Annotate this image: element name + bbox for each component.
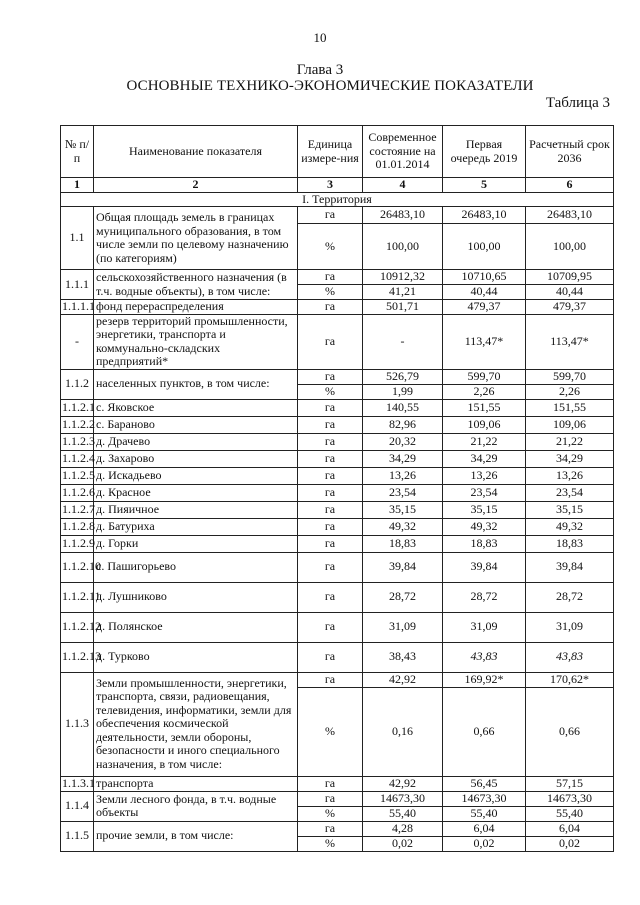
indicator-name: д. Полянское bbox=[94, 612, 298, 642]
value-2036: 109,06 bbox=[526, 416, 614, 433]
value-2014: 42,92 bbox=[363, 776, 443, 791]
unit: % bbox=[298, 384, 363, 399]
unit: га bbox=[298, 501, 363, 518]
value-2014: 100,00 bbox=[363, 224, 443, 270]
unit: га bbox=[298, 776, 363, 791]
value-2036: 18,83 bbox=[526, 535, 614, 552]
value-2036: 57,15 bbox=[526, 776, 614, 791]
value-2014: 18,83 bbox=[363, 535, 443, 552]
value-2036: 34,29 bbox=[526, 450, 614, 467]
unit: га bbox=[298, 552, 363, 582]
table-row bbox=[61, 207, 614, 224]
table-row bbox=[61, 501, 614, 518]
value-2014: - bbox=[363, 314, 443, 369]
value-2036: 479,37 bbox=[526, 300, 614, 315]
page-number: 10 bbox=[313, 30, 327, 45]
value-2019: 169,92* bbox=[443, 672, 526, 687]
value-2036: 28,72 bbox=[526, 582, 614, 612]
header-unit: Единица измере-ния bbox=[298, 126, 363, 178]
table-row bbox=[61, 450, 614, 467]
value-2014: 526,79 bbox=[363, 369, 443, 384]
indicator-name: д. Захарово bbox=[94, 450, 298, 467]
column-number: 4 bbox=[363, 178, 443, 193]
header-number: № п/п bbox=[61, 126, 94, 178]
table-row bbox=[61, 433, 614, 450]
value-2019: 14673,30 bbox=[443, 791, 526, 806]
value-2036: 2,26 bbox=[526, 384, 614, 399]
indicator-name: прочие земли, в том числе: bbox=[94, 821, 298, 851]
unit: га bbox=[298, 207, 363, 224]
value-2019: 40,44 bbox=[443, 285, 526, 300]
row-number: - bbox=[61, 314, 94, 369]
value-2036: 23,54 bbox=[526, 484, 614, 501]
value-2036: 40,44 bbox=[526, 285, 614, 300]
row-number: 1.1.2.12 bbox=[61, 612, 94, 642]
column-number: 3 bbox=[298, 178, 363, 193]
value-2014: 49,32 bbox=[363, 518, 443, 535]
header-current: Современное состояние на 01.01.2014 bbox=[363, 126, 443, 178]
unit: га bbox=[298, 369, 363, 384]
unit: % bbox=[298, 224, 363, 270]
value-2036: 599,70 bbox=[526, 369, 614, 384]
indicator-name: транспорта bbox=[94, 776, 298, 791]
section-row bbox=[61, 192, 614, 207]
unit: % bbox=[298, 687, 363, 776]
unit: га bbox=[298, 433, 363, 450]
value-2019: 109,06 bbox=[443, 416, 526, 433]
value-2019: 13,26 bbox=[443, 467, 526, 484]
unit: га bbox=[298, 467, 363, 484]
value-2014: 26483,10 bbox=[363, 207, 443, 224]
indicator-name: д. Турково bbox=[94, 642, 298, 672]
indicators-table bbox=[60, 125, 614, 852]
value-2014: 55,40 bbox=[363, 806, 443, 821]
value-2014: 42,92 bbox=[363, 672, 443, 687]
value-2019: 26483,10 bbox=[443, 207, 526, 224]
row-number: 1.1.2.3 bbox=[61, 433, 94, 450]
value-2019: 18,83 bbox=[443, 535, 526, 552]
column-number: 2 bbox=[94, 178, 298, 193]
value-2019: 113,47* bbox=[443, 314, 526, 369]
row-number: 1.1.5 bbox=[61, 821, 94, 851]
row-number: 1.1.2.1 bbox=[61, 399, 94, 416]
unit: га bbox=[298, 612, 363, 642]
unit: га bbox=[298, 791, 363, 806]
value-2019: 31,09 bbox=[443, 612, 526, 642]
row-number: 1.1.2.13 bbox=[61, 642, 94, 672]
value-2036: 0,02 bbox=[526, 836, 614, 851]
row-number: 1.1.2.5 bbox=[61, 467, 94, 484]
indicator-name: фонд перераспределения bbox=[94, 300, 298, 315]
unit: га bbox=[298, 416, 363, 433]
table-row bbox=[61, 821, 614, 836]
column-number: 6 bbox=[526, 178, 614, 193]
value-2019: 39,84 bbox=[443, 552, 526, 582]
value-2014: 0,02 bbox=[363, 836, 443, 851]
value-2014: 34,29 bbox=[363, 450, 443, 467]
value-2036: 113,47* bbox=[526, 314, 614, 369]
table-label: Таблица 3 bbox=[545, 95, 610, 111]
value-2014: 35,15 bbox=[363, 501, 443, 518]
indicator-name: с. Бараново bbox=[94, 416, 298, 433]
row-number: 1.1.2.4 bbox=[61, 450, 94, 467]
indicator-name: с. Пашигорьево bbox=[94, 552, 298, 582]
row-number: 1.1.2.7 bbox=[61, 501, 94, 518]
indicator-name: д. Пияичное bbox=[94, 501, 298, 518]
section-title: I. Территория bbox=[61, 192, 614, 207]
table-row bbox=[61, 582, 614, 612]
column-number: 5 bbox=[443, 178, 526, 193]
indicator-name: д. Горки bbox=[94, 535, 298, 552]
table-row bbox=[61, 484, 614, 501]
value-2019: 43,83 bbox=[443, 642, 526, 672]
column-number: 1 bbox=[61, 178, 94, 193]
value-2036: 13,26 bbox=[526, 467, 614, 484]
indicator-name: населенных пунктов, в том числе: bbox=[94, 369, 298, 399]
unit: га bbox=[298, 642, 363, 672]
value-2019: 10710,65 bbox=[443, 270, 526, 285]
value-2014: 501,71 bbox=[363, 300, 443, 315]
table-row bbox=[61, 314, 614, 369]
unit: га bbox=[298, 484, 363, 501]
value-2036: 100,00 bbox=[526, 224, 614, 270]
value-2019: 35,15 bbox=[443, 501, 526, 518]
header-first-stage: Первая очередь 2019 bbox=[443, 126, 526, 178]
unit: га bbox=[298, 535, 363, 552]
value-2019: 23,54 bbox=[443, 484, 526, 501]
indicator-name: Общая площадь земель в границах муниципального образования, в том числе земли по целевому назначению (по категориям) bbox=[94, 207, 298, 270]
unit: га bbox=[298, 821, 363, 836]
value-2036: 49,32 bbox=[526, 518, 614, 535]
value-2019: 151,55 bbox=[443, 399, 526, 416]
row-number: 1.1.2.9 bbox=[61, 535, 94, 552]
indicator-name: д. Лушниково bbox=[94, 582, 298, 612]
row-number: 1.1.1.1 bbox=[62, 299, 95, 313]
value-2019: 479,37 bbox=[443, 300, 526, 315]
value-2036: 55,40 bbox=[526, 806, 614, 821]
value-2014: 23,54 bbox=[363, 484, 443, 501]
indicator-name: д. Батуриха bbox=[94, 518, 298, 535]
value-2014: 10912,32 bbox=[363, 270, 443, 285]
table-row bbox=[61, 776, 614, 791]
value-2014: 4,28 bbox=[363, 821, 443, 836]
row-number: 1.1.2 bbox=[61, 369, 94, 399]
row-number: 1.1.4 bbox=[61, 791, 94, 821]
unit: га bbox=[298, 450, 363, 467]
value-2014: 28,72 bbox=[363, 582, 443, 612]
unit: % bbox=[298, 836, 363, 851]
value-2019: 56,45 bbox=[443, 776, 526, 791]
unit: га bbox=[298, 399, 363, 416]
value-2036: 170,62* bbox=[526, 672, 614, 687]
value-2019: 34,29 bbox=[443, 450, 526, 467]
table-row bbox=[61, 672, 614, 687]
table-row bbox=[61, 612, 614, 642]
table-row bbox=[61, 535, 614, 552]
value-2036: 35,15 bbox=[526, 501, 614, 518]
unit: га bbox=[298, 672, 363, 687]
header-row bbox=[61, 126, 614, 178]
indicator-name: д. Искадьево bbox=[94, 467, 298, 484]
unit: га bbox=[298, 300, 363, 315]
row-number: 1.1.2.11 bbox=[61, 582, 94, 612]
column-number-row bbox=[61, 178, 614, 193]
value-2036: 0,66 bbox=[526, 687, 614, 776]
value-2019: 6,04 bbox=[443, 821, 526, 836]
indicator-name: резерв территорий промышленности, энергетики, транспорта и коммунально-складских предприятий* bbox=[94, 314, 298, 369]
value-2014: 82,96 bbox=[363, 416, 443, 433]
row-number: 1.1.2.8 bbox=[61, 518, 94, 535]
row-number: 1.1.2.6 bbox=[61, 484, 94, 501]
indicator-name: Земли лесного фонда, в т.ч. водные объекты bbox=[94, 791, 298, 821]
unit: га bbox=[298, 270, 363, 285]
table-row bbox=[61, 270, 614, 285]
value-2019: 2,26 bbox=[443, 384, 526, 399]
value-2014: 20,32 bbox=[363, 433, 443, 450]
value-2019: 55,40 bbox=[443, 806, 526, 821]
row-number: 1.1.2.10 bbox=[61, 552, 94, 582]
table-row bbox=[61, 791, 614, 806]
value-2036: 14673,30 bbox=[526, 791, 614, 806]
row-number: 1.1.3 bbox=[61, 672, 94, 776]
table-row bbox=[61, 300, 614, 315]
row-number: 1.1.3.1 bbox=[62, 775, 95, 790]
value-2019: 49,32 bbox=[443, 518, 526, 535]
value-2036: 31,09 bbox=[526, 612, 614, 642]
value-2019: 21,22 bbox=[443, 433, 526, 450]
unit: га bbox=[298, 314, 363, 369]
table-row bbox=[61, 552, 614, 582]
unit: % bbox=[298, 285, 363, 300]
value-2036: 39,84 bbox=[526, 552, 614, 582]
value-2019: 0,66 bbox=[443, 687, 526, 776]
value-2014: 13,26 bbox=[363, 467, 443, 484]
table-row bbox=[61, 467, 614, 484]
indicator-name: Земли промышленности, энергетики, транспорта, связи, радиовещания, телевидения, информатики, земли для обеспечения космической деятельности, земли обороны, безопасности и иного специального назначения, в том числе: bbox=[94, 672, 298, 776]
header-target: Расчетный срок 2036 bbox=[526, 126, 614, 178]
value-2036: 6,04 bbox=[526, 821, 614, 836]
value-2019: 0,02 bbox=[443, 836, 526, 851]
value-2014: 0,16 bbox=[363, 687, 443, 776]
indicator-name: сельскохозяйственного назначения (в т.ч. водные объекты), в том числе: bbox=[94, 270, 298, 300]
value-2036: 151,55 bbox=[526, 399, 614, 416]
value-2036: 10709,95 bbox=[526, 270, 614, 285]
value-2014: 41,21 bbox=[363, 285, 443, 300]
row-number: 1.1.1 bbox=[61, 270, 94, 300]
table-row bbox=[61, 399, 614, 416]
table-row bbox=[61, 369, 614, 384]
header-name: Наименование показателя bbox=[94, 126, 298, 178]
row-number: 1.1 bbox=[61, 207, 94, 270]
indicator-name: с. Яковское bbox=[94, 399, 298, 416]
value-2036: 43,83 bbox=[526, 642, 614, 672]
value-2014: 140,55 bbox=[363, 399, 443, 416]
indicator-name: д. Красное bbox=[94, 484, 298, 501]
unit: га bbox=[298, 518, 363, 535]
row-number: 1.1.2.2 bbox=[61, 416, 94, 433]
unit: га bbox=[298, 582, 363, 612]
table-row bbox=[61, 518, 614, 535]
value-2036: 21,22 bbox=[526, 433, 614, 450]
value-2014: 1,99 bbox=[363, 384, 443, 399]
document-title: ОСНОВНЫЕ ТЕХНИКО-ЭКОНОМИЧЕСКИЕ ПОКАЗАТЕЛИ bbox=[126, 78, 534, 94]
value-2014: 31,09 bbox=[363, 612, 443, 642]
table-row bbox=[61, 642, 614, 672]
chapter-heading: Глава 3 bbox=[296, 62, 344, 78]
value-2014: 38,43 bbox=[363, 642, 443, 672]
value-2014: 14673,30 bbox=[363, 791, 443, 806]
value-2014: 39,84 bbox=[363, 552, 443, 582]
value-2036: 26483,10 bbox=[526, 207, 614, 224]
value-2019: 100,00 bbox=[443, 224, 526, 270]
indicator-name: д. Драчево bbox=[94, 433, 298, 450]
value-2019: 28,72 bbox=[443, 582, 526, 612]
table-row bbox=[61, 416, 614, 433]
unit: % bbox=[298, 806, 363, 821]
value-2019: 599,70 bbox=[443, 369, 526, 384]
